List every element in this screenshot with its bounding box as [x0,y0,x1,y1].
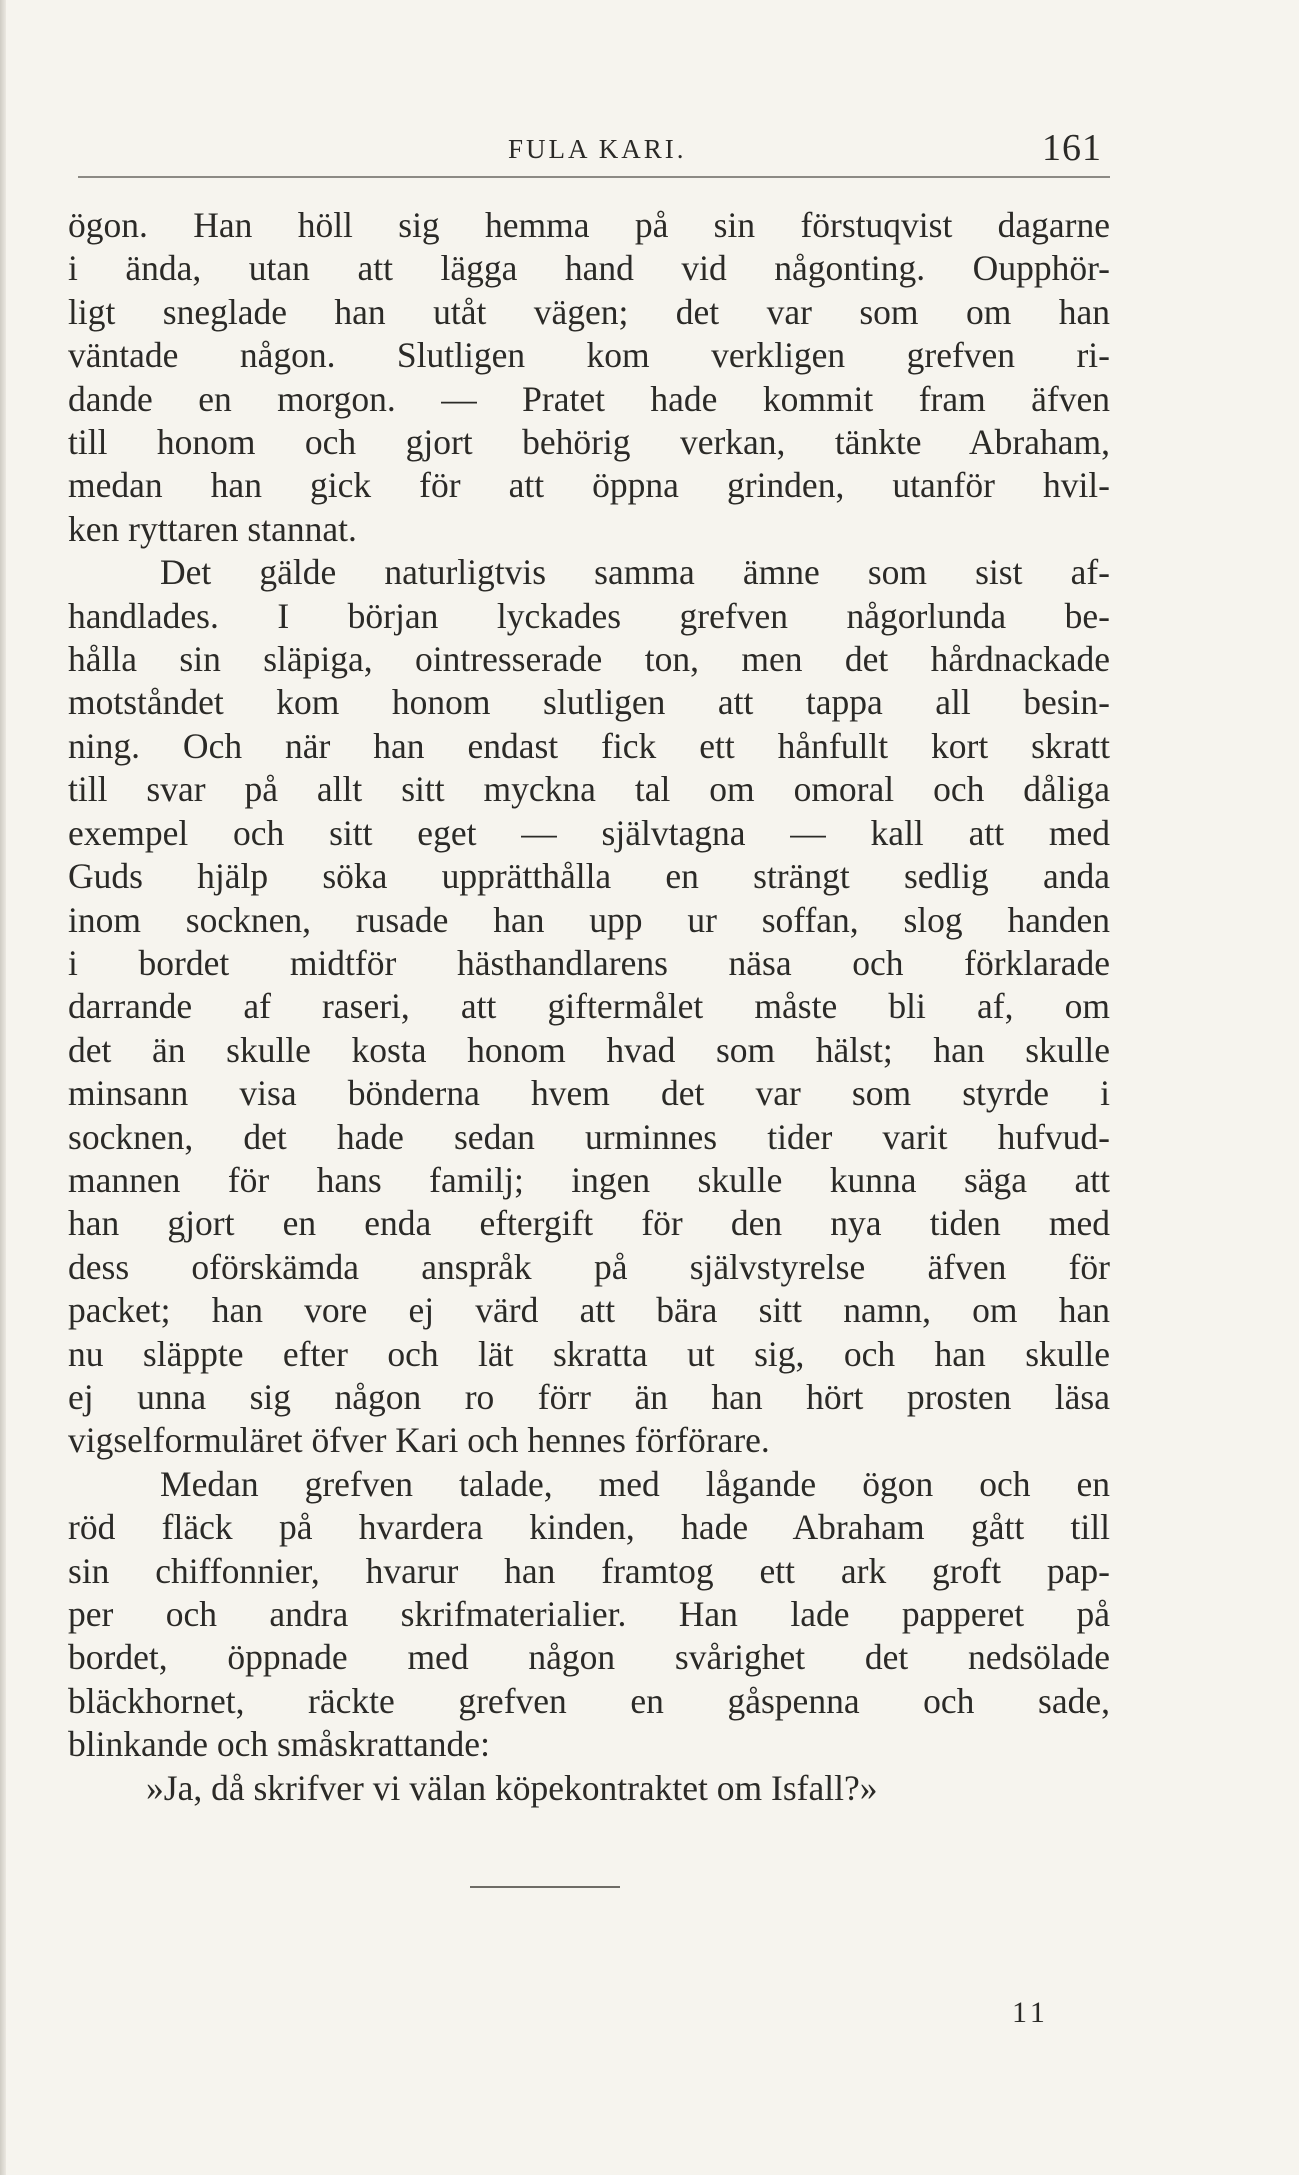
text-line: darrande af raseri, att giftermålet måste bli af, om [68,986,1110,1027]
text-line: vigselformuläret öfver Kari och hennes förförare. [68,1420,770,1461]
text-line: dess oförskämda anspråk på självstyrelse äfven för [68,1246,1110,1287]
paragraph-2 [68,551,1110,1463]
text-line: bordet, öppnade med någon svårighet det nedsölade [68,1637,1110,1678]
paragraph-1 [68,204,1110,551]
running-head: FULA KARI. [508,134,687,164]
page-number: 161 [1042,127,1102,169]
text-line: i ända, utan att lägga hand vid någonting. Oupphör- [68,248,1110,289]
body-text [68,204,1110,1810]
text-line: i bordet midtför hästhandlarens näsa och förklarade [68,942,1110,983]
text-line: »Ja, då skrifver vi välan köpekontraktet om Isfall?» [146,1767,878,1808]
text-line: Det gälde naturligtvis samma ämne som sist af- [160,552,1110,593]
text-line: mannen för hans familj; ingen skulle kunna säga att [68,1159,1110,1200]
text-line: exempel och sitt eget — självtagna — kall att med [68,812,1110,853]
text-line: inom socknen, rusade han upp ur soffan, slog handen [68,899,1110,940]
signature-mark: 11 [1012,1996,1049,2029]
text-line: medan han gick för att öppna grinden, utanför hvil- [68,465,1110,506]
text-line: ken ryttaren stannat. [68,508,357,549]
text-line: bläckhornet, räckte grefven en gåspenna och sade, [68,1680,1110,1721]
text-line: ej unna sig någon ro förr än han hört prosten läsa [68,1376,1110,1417]
header-rule [78,176,1110,178]
text-line: väntade någon. Slutligen kom verkligen grefven ri- [68,335,1110,376]
text-line: minsann visa bönderna hvem det var som styrde i [68,1073,1110,1114]
text-line: packet; han vore ej värd att bära sitt namn, om han [68,1290,1110,1331]
text-line: Guds hjälp söka upprätthålla en strängt sedlig anda [68,856,1110,897]
paragraph-4 [68,1767,1110,1810]
paragraph-3 [68,1463,1110,1767]
text-line: hålla sin släpiga, ointresserade ton, men det hårdnackade [68,639,1110,680]
text-line: dande en morgon. — Pratet hade kommit fram äfven [68,378,1110,419]
text-line: ning. Och när han endast fick ett hånfullt kort skratt [68,725,1110,766]
page-edge-shadow [0,0,6,2175]
page-header [78,126,1110,174]
text-line: nu släppte efter och lät skratta ut sig, och han skulle [68,1333,1110,1374]
text-line: det än skulle kosta honom hvad som hälst; han skulle [68,1029,1110,1070]
text-line: till svar på allt sitt myckna tal om omoral och dåliga [68,769,1110,810]
text-line: ögon. Han höll sig hemma på sin förstuqvist dagarne [68,205,1110,245]
text-line: per och andra skrifmaterialier. Han lade papperet på [68,1594,1110,1634]
text-line: sin chiffonnier, hvarur han framtog ett ark groft pap- [68,1550,1110,1591]
text-line: ligt sneglade han utåt vägen; det var som om han [68,291,1110,332]
text-line: till honom och gjort behörig verkan, tänkte Abraham, [68,422,1110,463]
text-line: han gjort en enda eftergift för den nya tiden med [68,1203,1110,1244]
text-line: blinkande och småskrattande: [68,1724,490,1765]
text-line: socknen, det hade sedan urminnes tider varit hufvud- [68,1116,1110,1157]
end-rule [470,1886,620,1888]
text-line: Medan grefven talade, med lågande ögon och en [160,1463,1110,1504]
text-line: röd fläck på hvardera kinden, hade Abraham gått till [68,1507,1110,1548]
text-line: handlades. I början lyckades grefven någorlunda be- [68,595,1110,636]
text-line: motståndet kom honom slutligen att tappa all besin- [68,682,1110,723]
